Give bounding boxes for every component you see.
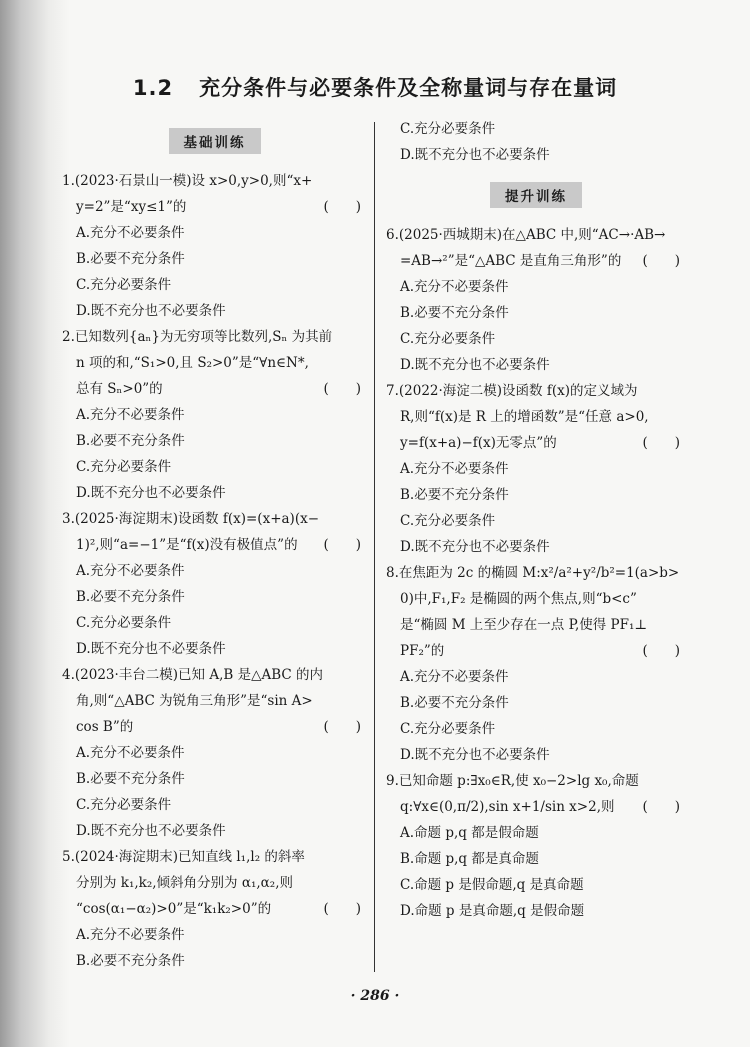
- question-line: [62, 688, 367, 714]
- question-line: [386, 560, 686, 586]
- answer-bracket: ( ): [323, 199, 361, 215]
- answer-bracket: ( ): [642, 253, 680, 269]
- answer-bracket: ( ): [642, 799, 680, 815]
- question-text: q:∀x∈(0,π/2),sin x+1/sin x>2,则: [400, 799, 615, 815]
- question-line: [386, 222, 686, 248]
- question-line: [62, 532, 367, 558]
- question-text: 角,则“△ABC 为锐角三角形”是“sin A>: [76, 693, 313, 709]
- answer-option: A.充分不必要条件: [400, 669, 509, 685]
- answer-option: D.既不充分也不必要条件: [76, 823, 226, 839]
- question-line: [62, 844, 367, 870]
- question-line: [386, 378, 686, 404]
- answer-option: D.既不充分也不必要条件: [400, 147, 550, 163]
- question-line: [62, 194, 367, 220]
- question-block: [386, 222, 686, 378]
- answer-option: C.充分必要条件: [76, 797, 172, 813]
- answer-bracket: ( ): [323, 901, 361, 917]
- question-text: y=f(x+a)−f(x)无零点”的: [400, 435, 557, 451]
- question-block: [62, 844, 367, 974]
- question-line: [386, 638, 686, 664]
- answer-option: D.命题 p 是真命题,q 是假命题: [400, 903, 585, 919]
- question-line: [62, 168, 367, 194]
- question-text: 4.(2023·丰台二模)已知 A,B 是△ABC 的内: [62, 667, 324, 683]
- question-line: [62, 376, 367, 402]
- question-text: y=2”是“xy≤1”的: [76, 199, 187, 215]
- question-text: R,则“f(x)是 R 上的增函数”是“任意 a>0,: [400, 409, 649, 425]
- question-line: [386, 430, 686, 456]
- question-line: [62, 324, 367, 350]
- answer-option: B.命题 p,q 都是真命题: [400, 851, 539, 867]
- answer-option: D.既不充分也不必要条件: [400, 539, 550, 555]
- question-line: [62, 350, 367, 376]
- answer-option: C.充分必要条件: [400, 721, 496, 737]
- question-block: [62, 662, 367, 844]
- question-block: [62, 168, 367, 324]
- question-block: [386, 378, 686, 560]
- answer-bracket: ( ): [642, 435, 680, 451]
- question-line: [62, 896, 367, 922]
- question-text: 9.已知命题 p:∃x₀∈R,使 x₀−2>lg x₀,命题: [386, 773, 639, 789]
- answer-option: B.必要不充分条件: [76, 953, 185, 969]
- question-line: [62, 662, 367, 688]
- column-divider: [374, 122, 375, 972]
- page-number: · 286 ·: [350, 988, 400, 1004]
- answer-option: A.充分不必要条件: [400, 279, 509, 295]
- question-text: 0)中,F₁,F₂ 是椭圆的两个焦点,则“b<c”: [400, 591, 637, 607]
- answer-option: A.充分不必要条件: [76, 407, 185, 423]
- answer-option: C.充分必要条件: [76, 277, 172, 293]
- question-line: [386, 768, 686, 794]
- question-line: [386, 586, 686, 612]
- answer-option: D.既不充分也不必要条件: [76, 641, 226, 657]
- question-line: [386, 404, 686, 430]
- answer-option: C.充分必要条件: [76, 459, 172, 475]
- question-line: [62, 714, 367, 740]
- answer-option: A.充分不必要条件: [76, 563, 185, 579]
- answer-option: C.充分必要条件: [76, 615, 172, 631]
- question-line: [62, 870, 367, 896]
- question-line: [62, 506, 367, 532]
- question-text: 6.(2025·西城期末)在△ABC 中,则“AC→·AB→: [386, 227, 666, 243]
- question-line: [386, 794, 686, 820]
- basic-training-label: 基础训练: [169, 128, 261, 154]
- question-text: “cos(α₁−α₂)>0”是“k₁k₂>0”的: [76, 901, 272, 917]
- question-text: 分别为 k₁,k₂,倾斜角分别为 α₁,α₂,则: [76, 875, 293, 891]
- advanced-training-label: 提升训练: [490, 182, 582, 208]
- answer-option: B.必要不充分条件: [76, 589, 185, 605]
- carry-over-options: [386, 116, 686, 168]
- answer-option: D.既不充分也不必要条件: [400, 747, 550, 763]
- question-text: 1)²,则“a=−1”是“f(x)没有极值点”的: [76, 537, 298, 553]
- answer-option: A.命题 p,q 都是假命题: [400, 825, 539, 841]
- answer-option: D.既不充分也不必要条件: [400, 357, 550, 373]
- section-title: 充分条件与必要条件及全称量词与存在量词: [199, 76, 618, 100]
- page-binding-shadow: [0, 0, 70, 1047]
- section-number: 1.2: [132, 76, 174, 100]
- answer-option: B.必要不充分条件: [76, 433, 185, 449]
- answer-bracket: ( ): [642, 643, 680, 659]
- question-text: PF₂”的: [400, 643, 445, 659]
- question-block: [62, 324, 367, 506]
- answer-option: B.必要不充分条件: [400, 487, 509, 503]
- answer-option: C.充分必要条件: [400, 513, 496, 529]
- answer-option: A.充分不必要条件: [76, 745, 185, 761]
- right-question-list: [386, 222, 686, 924]
- question-text: 2.已知数列{aₙ}为无穷项等比数列,Sₙ 为其前: [62, 329, 333, 345]
- question-block: [62, 506, 367, 662]
- left-column: [62, 116, 367, 974]
- answer-bracket: ( ): [323, 537, 361, 553]
- question-line: [386, 248, 686, 274]
- question-text: cos B”的: [76, 719, 134, 735]
- answer-option: A.充分不必要条件: [76, 225, 185, 241]
- answer-option: C.充分必要条件: [400, 331, 496, 347]
- question-line: [386, 612, 686, 638]
- question-text: 7.(2022·海淀二模)设函数 f(x)的定义域为: [386, 383, 638, 399]
- question-text: =AB→²”是“△ABC 是直角三角形”的: [400, 253, 622, 269]
- answer-option: D.既不充分也不必要条件: [76, 485, 226, 501]
- question-text: 8.在焦距为 2c 的椭圆 M:x²/a²+y²/b²=1(a>b>: [386, 565, 680, 581]
- question-text: 总有 Sₙ>0”的: [76, 381, 163, 397]
- answer-option: C.命题 p 是假命题,q 是真命题: [400, 877, 584, 893]
- answer-option: B.必要不充分条件: [76, 771, 185, 787]
- question-block: [386, 560, 686, 768]
- question-text: 是“椭圆 M 上至少存在一点 P,使得 PF₁⊥: [400, 617, 648, 633]
- question-text: 5.(2024·海淀期末)已知直线 l₁,l₂ 的斜率: [62, 849, 305, 865]
- question-text: n 项的和,“S₁>0,且 S₂>0”是“∀n∈N*,: [76, 355, 309, 371]
- answer-bracket: ( ): [323, 381, 361, 397]
- answer-option: A.充分不必要条件: [400, 461, 509, 477]
- right-column: [386, 116, 686, 924]
- answer-option: B.必要不充分条件: [400, 695, 509, 711]
- page-title: [0, 72, 750, 102]
- question-text: 1.(2023·石景山一模)设 x>0,y>0,则“x+: [62, 173, 313, 189]
- question-text: 3.(2025·海淀期末)设函数 f(x)=(x+a)(x−: [62, 511, 320, 527]
- answer-option: D.既不充分也不必要条件: [76, 303, 226, 319]
- left-question-list: [62, 168, 367, 974]
- answer-bracket: ( ): [323, 719, 361, 735]
- answer-option: B.必要不充分条件: [400, 305, 509, 321]
- answer-option: A.充分不必要条件: [76, 927, 185, 943]
- answer-option: C.充分必要条件: [400, 121, 496, 137]
- answer-option: B.必要不充分条件: [76, 251, 185, 267]
- question-block: [386, 768, 686, 924]
